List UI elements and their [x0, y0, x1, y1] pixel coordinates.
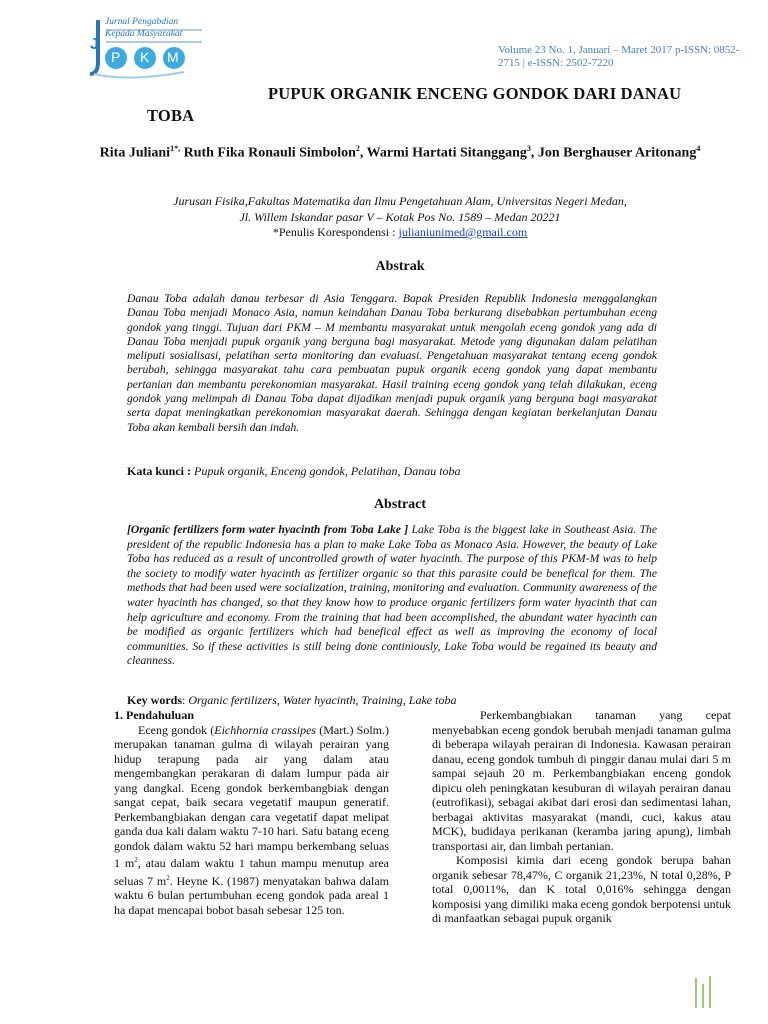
correspondence-label: *Penulis Korespondensi :: [272, 225, 399, 239]
body-column-left: [114, 708, 389, 917]
affiliation-line-1: Jurusan Fisika,Fakultas Matematika dan Ilmu Pengetahuan Alam, Universitas Negeri Medan,: [173, 194, 627, 208]
abstract-lead-title: [Organic fertilizers form water hyacinth from Toba Lake ]: [127, 523, 409, 536]
journal-volume-info: Volume 23 No. 1, Januari – Maret 2017 p-ISSN: 0852-2715 | e-ISSN: 2502-7220: [498, 44, 740, 69]
author-3: , Warmi Hartati Sitanggang: [359, 145, 527, 161]
correspondence-email-link[interactable]: julianiunimed@gmail.com: [398, 225, 528, 239]
key-words-line: [127, 693, 657, 708]
key-words-separator: :: [182, 693, 189, 707]
author-4-affil: 4: [696, 144, 701, 153]
key-words-label: Key words: [127, 693, 182, 707]
logo-letter-j: J: [90, 36, 99, 53]
abstrak-body: Danau Toba adalah danau terbesar di Asia Tenggara. Bapak Presiden Republik Indonesia menggalangkan Danau Toba menjadi Monaco Asia, namun keindahan Danau Toba berkurang disebabkan pertumbuhan eceng gondok yang tinggi. Tujuan dari PKM – M membantu masyarakat untuk mengolah eceng gondok yang ada di Danau Toba menjadi pupuk organik yang berguna bagi masyarakat. Metode yang digunakan dalam pelatihan meliputi sosialisasi, pelatihan serta monitoring dan evaluasi. Pengetahuan masyarakat tentang eceng gondok berubah, sehingga masyarakat tahu cara pembuatan pupuk organik eceng gondok yang dapat membantu pertanian dan membantu perekonomian masyarakat. Hasil training eceng gondok yang telah dilakukan, eceng gondok yang melimpah di Danau Toba dapat dijadikan menjadi pupuk organik yang berguna bagi masyarakat serta dapat meningkatkan perekonomian masyarakat daerah. Sehingga dengan kegiatan berkelanjutan Danau Toba akan kembali bersih dan indah.: [127, 292, 657, 434]
abstract-body: [127, 523, 657, 669]
para-text: Eceng gondok (: [138, 722, 215, 737]
kata-kunci-values: Pupuk organik, Enceng gondok, Pelatihan, Danau toba: [194, 464, 461, 478]
author-4: , Jon Berghauser Aritonang: [530, 145, 697, 161]
abstract-text: Lake Toba is the biggest lake in Southeast Asia. The president of the republic Indonesia has a plan to make Lake Toba as Monaco Asia. However, the beauty of Lake Toba has reduced as a result of uncontrolled growth of water hyacinth. The purpose of this PKM-M was to help the society to modify water hyacinth as fertilizer organic so that this parasite could be benefical for them. The methods that had been used were socialization, training, monitoring and evaluation. Community awareness of the water hyacinth has changed, so that they know how to produce organic fertilizers form water hyacinth that can help agriculture and economy. From the training that had been accomplished, the abundant water hyacinth can be modified as organic fertilizers which had benefical effect as well as improving the economy of local communities. So if these activities is still being done continiously, Lake Toba would be regained its beauty and cleanness.: [127, 523, 657, 668]
abstract-heading: Abstract: [373, 497, 427, 512]
species-name: Eichhornia crassipes: [214, 722, 317, 737]
paragraph-right-1: Perkembangbiakan tanaman yang cepat menyebabkan eceng gondok berubah menjadi tanaman gulma di beberapa wilayah perairan di Indonesia. Kawasan perairan danau, eceng gondok tumbuh di pinggir danau mulai dari 5 m sampai sejauh 20 m. Perkembangbiakan enceng gondok dipicu oleh peningkatan kesuburan di wilayah perairan danau (eutrofikasi), sebagai akibat dari erosi dan sedimentasi lahan, berbagai aktivitas masyarakat (mandi, cuci, kakus atau MCK), budidaya perikanan (keramba jaring apung), limbah transportasi air, dan limbah pertanian.: [432, 708, 731, 853]
affiliation-block: [96, 194, 704, 241]
logo-letter-k: K: [140, 49, 150, 65]
section-heading-pendahuluan: 1. Pendahuluan: [114, 708, 195, 722]
superscript: 2: [166, 873, 170, 882]
kata-kunci-line: [127, 464, 657, 479]
affiliation-line-2: Jl. Willem Iskandar pasar V – Kotak Pos No. 1589 – Medan 20221: [239, 209, 561, 224]
logo-line-2: Kepada Masyarakat: [105, 29, 183, 39]
para-text: (Mart.) Solm.) merupakan tanaman gulma di wilayah perairan yang hidup terapung pada air yang dalam atau mengembangkan perakaran di dalam lumpur pada air yang dangkal. Eceng gondok berkembangbiak dengan sangat cepat, baik secara vegetatif maupun generatif. Perkembangbiakan dengan cara vegetatif dapat melipat ganda dua kali dalam waktu 7-10 hari. Satu batang eceng gondok dalam waktu 52 hari mampu berkembang seluas 1 m: [114, 722, 390, 870]
author-list: [96, 140, 704, 163]
correspondence-line: [96, 225, 704, 241]
paragraph-left-1: [114, 723, 389, 918]
paper-title-line-2: TOBA: [147, 106, 195, 125]
decorative-bars-icon: [694, 976, 714, 1010]
superscript: 2: [134, 856, 138, 864]
journal-logo: [88, 16, 206, 82]
key-words-values: Organic fertilizers, Water hyacinth, Training, Lake toba: [188, 693, 457, 707]
author-1: Rita Juliani: [99, 145, 171, 161]
body-column-right: [432, 708, 731, 926]
author-3-affil: 3: [526, 144, 531, 153]
logo-letter-m: M: [167, 49, 179, 65]
abstrak-heading: Abstrak: [375, 259, 425, 274]
para-text: , atau dalam waktu 1 tahun mampu menutup area seluas 7 m: [114, 856, 389, 888]
logo-line-1: Jurnal Pengabdian: [105, 17, 179, 27]
author-1-affil: 1*,: [170, 144, 181, 153]
kata-kunci-label: Kata kunci :: [127, 464, 195, 478]
paragraph-right-2: Komposisi kimia dari eceng gondok berupa bahan organik sebesar 78,47%, C organik 21,23%, N total 0,28%, P total 0,0011%, dan K total 0,016% sehingga dengan komposisi yang dimiliki maka eceng gondok berpotensi untuk di manfaatkan sebagai pupuk organik: [432, 853, 731, 925]
para-text: . Heyne K. (1987) menyatakan bahwa dalam waktu 6 bulan pertumbuhan eceng gondok pada areal 1 ha dapat mencapai bobot basah sebesar 125 ton.: [114, 873, 389, 917]
logo-letter-p: P: [111, 49, 121, 65]
paper-title-line-1: PUPUK ORGANIK ENCENG GONDOK DARI DANAU: [268, 84, 682, 103]
author-2-affil: 2: [355, 144, 360, 153]
author-2: Ruth Fika Ronauli Simbolon: [180, 145, 356, 161]
